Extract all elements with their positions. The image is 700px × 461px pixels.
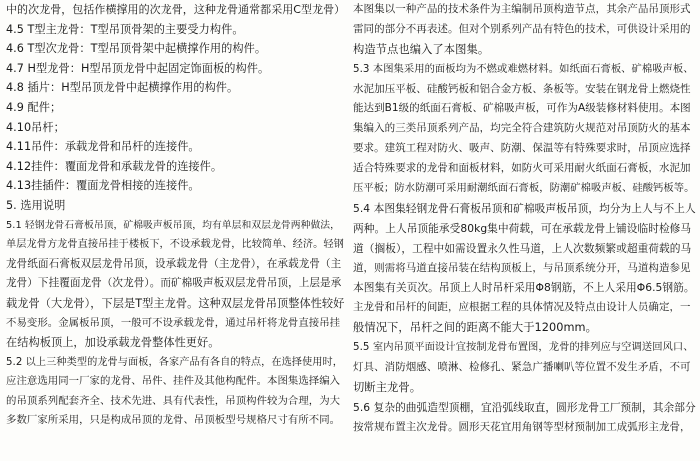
text-line: 本图集以一种产品的技术条件为主编制吊顶构造节点，其余产品吊顶形式 <box>353 3 691 15</box>
text-line: 按常规布置主次龙骨。圆形天花宜用角钢等型材预制加工成弧形主龙骨， <box>353 420 691 433</box>
text-line: 4.12挂件：覆面龙骨和承载龙骨的连接件。 <box>6 159 223 173</box>
text-line: 适合特殊要求的龙骨和面板材料，如防火可采用耐火纸面石膏板，水泥加 <box>353 162 691 175</box>
text-line: 5.5 室内吊顶平面设计宜按制龙骨布置图，龙骨的排列应与空调送回风口、 <box>353 341 694 354</box>
text-line: 龙骨纸面石膏板双层龙骨吊顶，设承载龙骨（主龙骨），在承载龙骨（主 <box>6 257 342 270</box>
text-line: 4.13挂插件：覆面龙骨相接的连接件。 <box>6 179 200 193</box>
text-line: 构造节点也编入了本图集。 <box>353 42 490 56</box>
text-line: 道（搁板），工程中如需设置永久性马道，上人次数频繁或超重荷载的马 <box>353 241 692 255</box>
text-line: 在结构板顶上，加设承载龙骨整体性更好。 <box>6 336 220 350</box>
text-line: 两种。上人吊顶能承受80kg集中荷载，可在承载龙骨上铺设临时检修马 <box>353 221 692 235</box>
left-column <box>6 0 346 461</box>
text-line: 压平板；防水防潮可采用耐潮纸面石膏板，防潮矿棉吸声板、硅酸钙板等。 <box>353 182 695 195</box>
text-line: 5.2 以上三种类型的龙骨与面板，各家产品有各自的特点，在选择使用时， <box>6 356 343 368</box>
text-line: 能达到B1级的纸面石膏板、矿棉吸声板，可作为A级装修材料使用。本图 <box>353 102 691 115</box>
text-line: 载龙骨（大龙骨），下层是T型主龙骨。这种双层龙骨吊顶整体性较好 <box>6 296 345 310</box>
text-line: 4.8 插片：H型吊顶龙骨中起横撑作用的构件。 <box>6 81 239 95</box>
text-line: 要求。建筑工程对防火、吸声、防潮、保温等有特殊要求时，吊顶应选择 <box>353 142 691 155</box>
text-line: 道，则需将马道直接吊装在结构顶板上，与吊顶系统分开，马道构造参见 <box>353 261 691 274</box>
text-line: 多数厂家所采用，只是构成吊顶的龙骨、吊顶板型号规格尺寸有所不同。 <box>6 414 341 427</box>
text-line: 龙骨）下挂覆面龙骨（次龙骨）。而矿棉吸声板双层龙骨吊顶，上层是承 <box>6 277 342 290</box>
text-line: 4.10吊杆； <box>6 120 65 134</box>
text-line: 5.3 本图集采用的面板均为不燃或难燃材料。如纸面石膏板、矿棉吸声板、 <box>353 62 694 75</box>
text-line: 4.7 H型龙骨：H型吊顶龙骨中起固定饰面板的构件。 <box>6 61 270 75</box>
text-line: 的吊顶系列配套齐全、技术先进、具有代表性，吊顶构件较为合理，为大 <box>6 394 341 407</box>
text-line: 4.11吊件：承载龙骨和吊杆的连接件。 <box>6 140 200 154</box>
text-line: 中的次龙骨，包括作横撑用的次龙骨，这种龙骨通常都采用C型龙骨） <box>6 3 346 16</box>
text-line: 灯具、消防烟感、喷淋、检修孔、紧急广播喇叭等位置不发生矛盾，不可 <box>353 361 691 374</box>
text-line: 集编入的三类吊顶系列产品，均完全符合建筑防火规范对吊顶防火的基本 <box>353 122 691 135</box>
text-line: 不易变形。金属板吊顶，一般可不设承载龙骨，通过吊杆将龙骨直接吊挂 <box>6 316 341 329</box>
text-line: 雷同的部分不再表述。但对个别系列产品有特色的技术，可供设计采用的 <box>353 22 691 35</box>
text-line: 本图集有关页次。吊顶上人时吊杆采用Φ8钢筋，不上人采用Φ6.5钢筋。 <box>353 281 695 295</box>
text-line: 般情况下，吊杆之间的距离不能大于1200mm。 <box>353 321 597 335</box>
text-line: 水泥加压平板、硅酸钙板和铝合金方板、条板等。安装在钢龙骨上燃烧性 <box>353 82 691 95</box>
right-column <box>353 0 696 461</box>
section-heading: 5. 选用说明 <box>6 198 66 212</box>
text-line: 应注意选用同一厂家的龙骨、吊件、挂件及其他构配件。本图集选择编入 <box>6 375 341 388</box>
text-line: 切断主龙骨。 <box>353 380 422 394</box>
text-line: 单层龙骨方龙骨直接吊挂于楼板下，不设承载龙骨，比较简单、经济。轻钢 <box>6 239 344 251</box>
text-line: 4.5 T型主龙骨：T型吊顶骨架的主要受力构件。 <box>6 22 244 36</box>
text-line: 4.9 配件； <box>6 100 62 114</box>
text-line: 5.1 轻钢龙骨石膏板吊顶，矿棉吸声板吊顶，均有单层和双层龙骨两种做法， <box>6 219 340 231</box>
text-line: 5.6 复杂的曲弧造型顶棚，宜沿弧线取直，圆形龙骨工厂预制，其余部分 <box>353 400 696 414</box>
text-line: 主龙骨和吊杆的间距，应根据工程的具体情况及特点由设计人员确定，一 <box>353 301 691 314</box>
text-line: 5.4 本图集轻钢龙骨石膏板吊顶和矿棉吸声板吊顶，均分为上人与不上人 <box>353 201 696 215</box>
text-line: 4.6 T型次龙骨：T型吊顶骨架中起横撑作用的构件。 <box>6 42 267 56</box>
